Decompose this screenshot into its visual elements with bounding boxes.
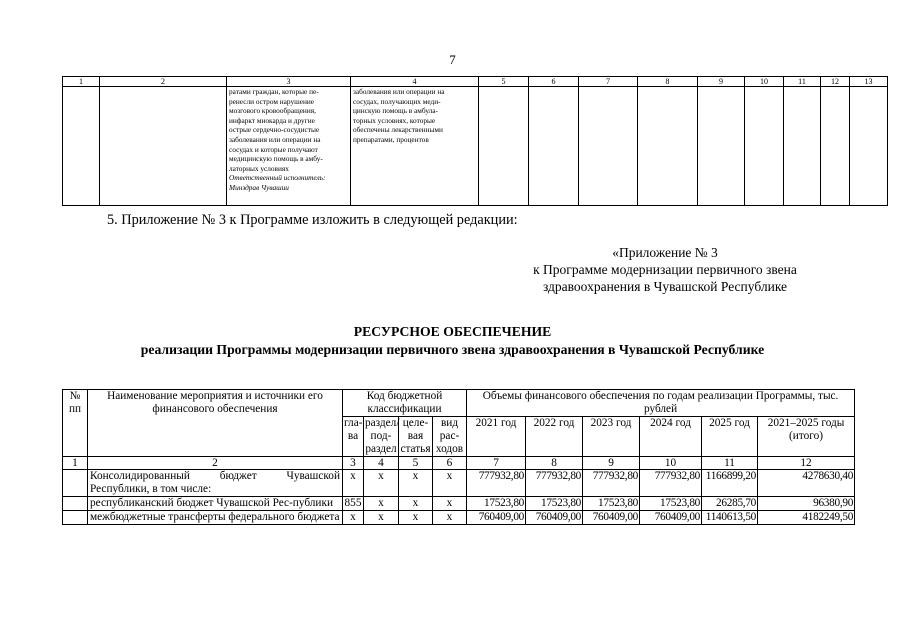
value-cell: 777932,80 bbox=[640, 470, 702, 497]
header-expense-type: вид рас-ходов bbox=[433, 417, 467, 457]
cell-empty bbox=[784, 87, 821, 206]
header-num: № пп bbox=[63, 390, 88, 457]
col-number: 2 bbox=[100, 77, 227, 87]
indicator-name-cell bbox=[351, 87, 479, 206]
col-number: 13 bbox=[850, 77, 888, 87]
col-number: 4 bbox=[351, 77, 479, 87]
column-number-row bbox=[63, 77, 888, 87]
col-number: 9 bbox=[583, 457, 640, 470]
amendment-paragraph: 5. Приложение № 3 к Программе изложить в следующей редакции: bbox=[107, 212, 518, 228]
text-line: острые сердечно-сосудистые bbox=[229, 125, 320, 135]
text-line: сосудах, получающих меди- bbox=[353, 96, 441, 106]
header-year: 2024 год bbox=[640, 417, 702, 457]
total-cell: 4278630,40 bbox=[758, 470, 855, 497]
annex-line-2: к Программе модернизации первичного звена bbox=[533, 262, 797, 277]
continuation-table bbox=[62, 76, 888, 206]
col-number: 11 bbox=[702, 457, 758, 470]
value-cell: 1140613,50 bbox=[702, 511, 758, 525]
col-number: 6 bbox=[529, 77, 579, 87]
code-cell: x bbox=[364, 470, 399, 497]
col-number: 5 bbox=[399, 457, 433, 470]
cell-empty bbox=[63, 87, 100, 206]
column-number-row bbox=[63, 457, 855, 470]
continuation-row bbox=[63, 87, 888, 206]
code-cell: x bbox=[399, 497, 433, 511]
header-year: 2022 год bbox=[526, 417, 583, 457]
annex-line-3: здравоохранения в Чувашской Республике bbox=[542, 279, 788, 294]
page-number: 7 bbox=[449, 52, 456, 67]
value-cell: 777932,80 bbox=[583, 470, 640, 497]
value-cell: 1166899,20 bbox=[702, 470, 758, 497]
row-name: межбюджетные трансферты федерального бюджета bbox=[88, 511, 343, 525]
indicator-description-cell bbox=[227, 87, 351, 206]
value-cell: 17523,80 bbox=[640, 497, 702, 511]
value-cell: 760409,00 bbox=[467, 511, 526, 525]
code-cell: x bbox=[343, 511, 364, 525]
col-number: 6 bbox=[433, 457, 467, 470]
text-line: препаратами, процентов bbox=[353, 134, 429, 144]
header-year: 2023 год bbox=[583, 417, 640, 457]
value-cell: 777932,80 bbox=[467, 470, 526, 497]
row-num bbox=[63, 497, 88, 511]
document-title: РЕСУРСНОЕ ОБЕСПЕЧЕНИЕ bbox=[353, 324, 552, 339]
row-name: республиканский бюджет Чувашской Рес-публики bbox=[88, 497, 343, 511]
value-cell: 760409,00 bbox=[526, 511, 583, 525]
total-cell: 96380,90 bbox=[758, 497, 855, 511]
cell-empty bbox=[638, 87, 698, 206]
header-article: целе-вая статья bbox=[400, 417, 431, 455]
col-number: 5 bbox=[479, 77, 529, 87]
table-row bbox=[63, 470, 855, 497]
cell-empty bbox=[479, 87, 529, 206]
cell-empty bbox=[698, 87, 745, 206]
code-cell: x bbox=[399, 511, 433, 525]
cell-empty bbox=[850, 87, 888, 206]
col-number: 12 bbox=[821, 77, 850, 87]
col-number: 1 bbox=[63, 457, 88, 470]
value-cell: 777932,80 bbox=[526, 470, 583, 497]
resource-table bbox=[62, 389, 855, 525]
header-year: 2025 год bbox=[702, 417, 758, 457]
total-cell: 4182249,50 bbox=[758, 511, 855, 525]
cell-empty bbox=[745, 87, 784, 206]
value-cell: 17523,80 bbox=[583, 497, 640, 511]
col-number: 3 bbox=[227, 77, 351, 87]
col-number: 7 bbox=[579, 77, 638, 87]
row-num bbox=[63, 511, 88, 525]
table-row bbox=[63, 497, 855, 511]
cell-empty bbox=[100, 87, 227, 206]
col-number: 8 bbox=[526, 457, 583, 470]
table-row bbox=[63, 511, 855, 525]
row-num bbox=[63, 470, 88, 497]
text-line: медицинскую помощь в амбу- bbox=[229, 154, 323, 164]
col-number: 3 bbox=[343, 457, 364, 470]
header-total: 2021–2025 годы (итого) bbox=[758, 417, 855, 457]
header-year: 2021 год bbox=[467, 417, 526, 457]
text-line: торных условиях, которые bbox=[353, 115, 436, 125]
col-number: 11 bbox=[784, 77, 821, 87]
code-cell: 855 bbox=[343, 497, 364, 511]
col-number: 8 bbox=[638, 77, 698, 87]
cell-empty bbox=[579, 87, 638, 206]
code-cell: x bbox=[433, 497, 467, 511]
header-volumes: Объемы финансового обеспечения по годам реализации Программы, тыс. рублей bbox=[467, 390, 855, 417]
cell-empty bbox=[821, 87, 850, 206]
code-cell: x bbox=[364, 511, 399, 525]
row-name: Консолидированный бюджет Чувашской Республики, в том числе: bbox=[88, 470, 343, 497]
text-line: обеспечены лекарственными bbox=[353, 125, 443, 135]
cell-empty bbox=[529, 87, 579, 206]
code-cell: x bbox=[343, 470, 364, 497]
header-chapter: гла-ва bbox=[343, 417, 364, 457]
text-line: латорных условиях bbox=[229, 163, 289, 173]
col-number: 12 bbox=[758, 457, 855, 470]
col-number: 4 bbox=[364, 457, 399, 470]
col-number: 1 bbox=[63, 77, 100, 87]
code-cell: x bbox=[433, 470, 467, 497]
document-subtitle: реализации Программы модернизации первичного звена здравоохранения в Чувашской Республике bbox=[140, 342, 765, 357]
text-line: заболевания или операции на bbox=[229, 134, 321, 144]
col-number: 9 bbox=[698, 77, 745, 87]
col-number: 10 bbox=[640, 457, 702, 470]
col-number: 10 bbox=[745, 77, 784, 87]
executor-name: Минздрав Чувашии bbox=[229, 182, 289, 192]
code-cell: x bbox=[433, 511, 467, 525]
text-line: заболевания или операции на bbox=[353, 87, 445, 96]
annex-line-1: «Приложение № 3 bbox=[612, 245, 718, 260]
text-line: сосудах и которые получают bbox=[229, 144, 318, 154]
code-cell: x bbox=[364, 497, 399, 511]
header-section: раздел/ под-раздел bbox=[365, 417, 400, 455]
value-cell: 760409,00 bbox=[640, 511, 702, 525]
header-row-1 bbox=[63, 390, 855, 417]
text-line: инфаркт миокарда и другие bbox=[229, 115, 315, 125]
text-line: цинскую помощь в амбула- bbox=[353, 106, 438, 116]
text-line: мозгового кровообращения, bbox=[229, 106, 316, 116]
value-cell: 760409,00 bbox=[583, 511, 640, 525]
text-line: ренесли остром нарушение bbox=[229, 96, 315, 106]
text-line: ратами граждан, которые пе- bbox=[229, 87, 319, 96]
value-cell: 17523,80 bbox=[467, 497, 526, 511]
code-cell: x bbox=[399, 470, 433, 497]
value-cell: 17523,80 bbox=[526, 497, 583, 511]
col-number: 7 bbox=[467, 457, 526, 470]
header-budget-code: Код бюджетной классификации bbox=[343, 390, 467, 417]
value-cell: 26285,70 bbox=[702, 497, 758, 511]
header-name: Наименование мероприятия и источники его финансового обеспечения bbox=[88, 390, 343, 457]
col-number: 2 bbox=[88, 457, 343, 470]
executor-label: Ответственный исполнитель: bbox=[229, 173, 326, 183]
